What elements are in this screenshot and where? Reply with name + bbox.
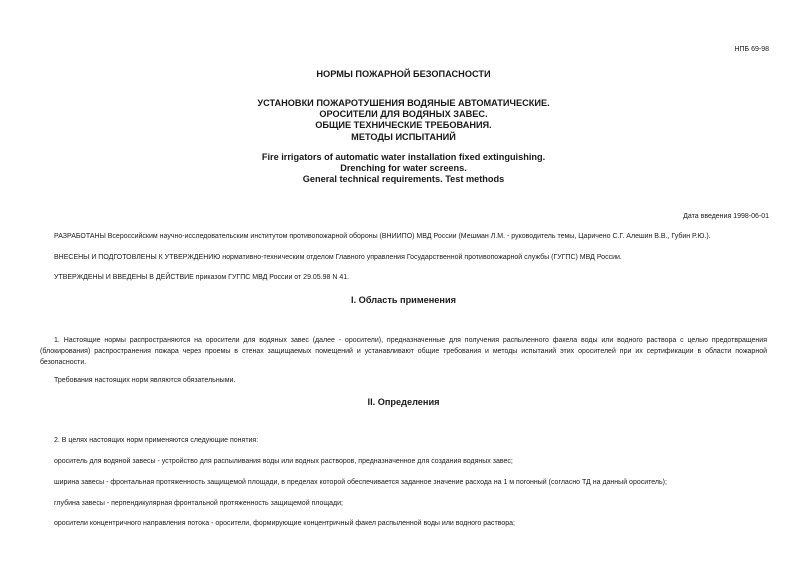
title-ru-line: ОРОСИТЕЛИ ДЛЯ ВОДЯНЫХ ЗАВЕС.	[319, 109, 488, 120]
definition-item: ороситель для водяной завесы - устройство для распыливания воды или водных растворов, предназначенное для создания водяных завес;	[54, 458, 513, 465]
definition-item: оросители концентричного направления потока - оросители, формирующие концентричный факел распыленной воды или водного раствора;	[54, 520, 515, 527]
section-1-paragraph-1: 1. Настоящие нормы распространяются на оросители для водяных завес (далее - оросители), предназначенные для получения распыленного факела воды или водного раствора с целью предотвращения (блокирования) распространения пожара через проемы в стенах защищаемых помещений и устанавливают общие требования и методы испытаний этих оросителей при их сертификации в области пожарной безопасности.	[40, 337, 767, 366]
title-ru-line: МЕТОДЫ ИСПЫТАНИЙ	[351, 131, 456, 142]
intro-date: Дата введения 1998-06-01	[683, 213, 769, 220]
section-1-paragraph-2: Требования настоящих норм являются обязательными.	[54, 377, 236, 384]
developed-paragraph: РАЗРАБОТАНЫ Всероссийским научно-исследовательским институтом противопожарной обороны (ВНИИПО) МВД России (Мешман Л.М. - руководитель темы, Царичено С.Г. Алешин В.В., Губин Р.Ю.).	[54, 233, 711, 240]
title-ru-line: УСТАНОВКИ ПОЖАРОТУШЕНИЯ ВОДЯНЫЕ АВТОМАТИЧЕСКИЕ.	[257, 98, 550, 108]
title-en-line: Drenching for water screens.	[340, 163, 467, 174]
section-1-heading: I. Область применения	[351, 295, 456, 305]
title-russian	[0, 98, 807, 143]
title-ru-line: ОБЩИЕ ТЕХНИЧЕСКИЕ ТРЕБОВАНИЯ.	[315, 120, 492, 131]
definition-item: глубина завесы - перпендикулярная фронтальной протяженность защищемой площади;	[54, 500, 343, 507]
approved-paragraph: УТВЕРЖДЕНЫ И ВВЕДЕНЫ В ДЕЙСТВИЕ приказом ГУГПС МВД России от 29.05.98 N 41.	[54, 274, 350, 281]
submitted-paragraph: ВНЕСЕНЫ И ПОДГОТОВЛЕНЫ К УТВЕРЖДЕНИЮ нормативно-техническим отделом Главного управления Государственной противопожарной службы (ГУГПС) МВД России.	[54, 254, 622, 261]
section-2-heading: II. Определения	[367, 397, 440, 407]
definition-item: ширина завесы - фронтальная протяженность защищемой площади, в пределах которой обеспечивается заданное значение расхода на 1 м погонный (согласно ТД на данный ороситель);	[54, 479, 667, 486]
section-2-paragraph-1: 2. В целях настоящих норм применяются следующие понятия:	[54, 437, 259, 444]
title-english	[0, 152, 807, 186]
document-code: НПБ 69-98	[734, 46, 769, 53]
title-en-line: Fire irrigators of automatic water installation fixed extinguishing.	[261, 152, 546, 162]
header-title: НОРМЫ ПОЖАРНОЙ БЕЗОПАСНОСТИ	[316, 69, 491, 79]
title-en-line: General technical requirements. Test methods	[302, 174, 505, 185]
